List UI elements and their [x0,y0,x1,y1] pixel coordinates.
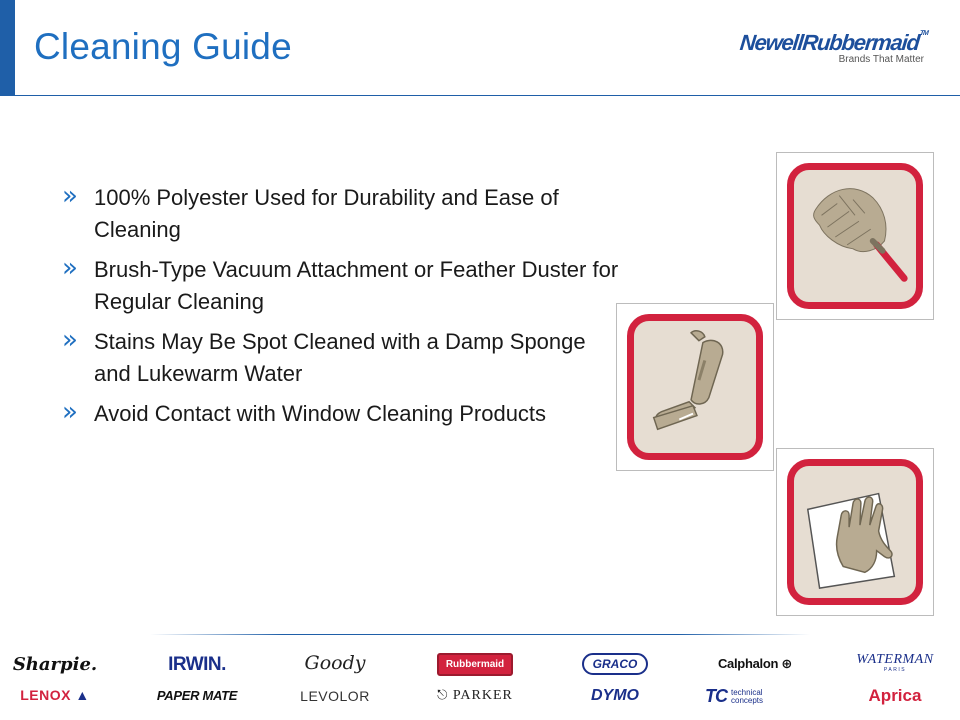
page-title: Cleaning Guide [34,26,292,67]
bullet-text: Stains May Be Spot Cleaned with a Damp Sponge and Lukewarm Water [94,329,586,386]
goody-logo: Goody [304,652,366,674]
waterman-logo: WATERMAN PARIS [856,652,934,673]
paper-mate-logo: PAPER MATE [156,688,238,703]
bullet-item [62,182,622,246]
logo-wordmark: NewellRubbermaid™ [738,30,928,55]
feather-duster-frame [787,163,923,309]
bullet-text: Avoid Contact with Window Cleaning Products [94,401,547,426]
sharpie-logo: Sharpie. [12,654,98,675]
bullet-chevron: » [62,325,78,355]
bullet-list [62,182,622,438]
rubbermaid-logo: Rubbermaid [420,653,530,676]
bullet-chevron: » [62,181,78,211]
hand-sponge-frame [787,459,923,605]
lenox-logo: LENOX ▲ [20,687,90,703]
bullet-chevron: » [62,397,78,427]
feather-duster-icon [794,170,916,302]
bullet-chevron: » [62,253,78,283]
bullet-item [62,398,622,430]
hand-sponge-card [776,448,934,616]
title-divider [15,95,960,96]
levolor-logo: LEVOLOR [300,688,370,704]
vacuum-frame [627,314,763,460]
title-accent-bar [0,0,15,96]
irwin-logo: IRWIN. [168,654,226,675]
vacuum-icon [634,321,756,453]
newell-rubbermaid-logo [740,30,930,65]
bullet-text: Brush-Type Vacuum Attachment or Feather Duster for Regular Cleaning [94,257,619,314]
graco-logo: GRACO [560,653,670,675]
bullet-text: 100% Polyester Used for Durability and Ease of Cleaning [94,185,559,242]
aprica-logo: Aprica [868,686,922,705]
logo-tagline: Brands That Matter [838,54,924,65]
bullet-item [62,326,622,390]
bullet-item [62,254,622,318]
hand-sponge-icon [794,466,916,598]
dymo-logo: DYMO [591,687,639,704]
calphalon-logo: Calphalon ⊕ [717,656,793,672]
feather-duster-card [776,152,934,320]
footer-divider [150,634,810,635]
vacuum-card [616,303,774,471]
parker-logo: ⎋ PARKER [437,688,513,703]
technical-concepts-logo: TC technical concepts [705,686,764,706]
